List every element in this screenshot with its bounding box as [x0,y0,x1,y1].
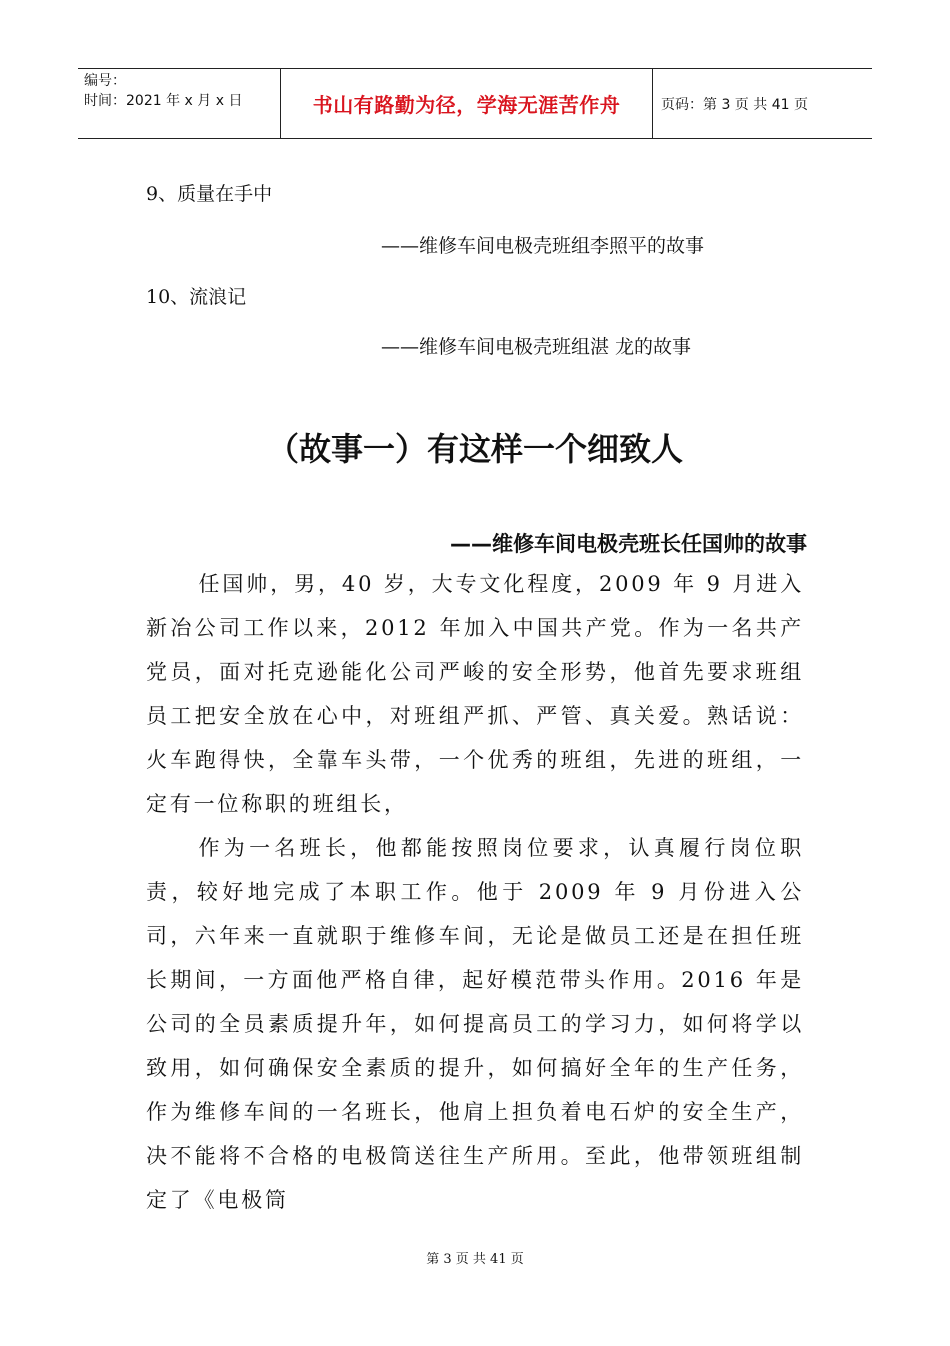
story-paragraph: 任国帅，男，40 岁，大专文化程度，2009 年 9 月进入新冶公司工作以来，2012 年加入中国共产党。作为一名共产党员，面对托克逊能化公司严峻的安全形势，他首先要求班组员工把安全放在心中，对班组严抓、严管、真关爱。熟话说：火车跑得快，全靠车头带，一个优秀的班组，先进的班组，一定有一位称职的班组长， [146,572,804,816]
story-title: （故事一）有这样一个细致人 [266,430,683,468]
toc-item-9: 9、质量在手中 [146,183,273,205]
page-footer: 第 3 页 共 41 页 [426,1252,524,1267]
toc-item-10: 10、流浪记 [146,286,247,308]
story-subtitle: ——维修车间电极壳班长任国帅的故事 [450,532,807,556]
toc-item-10-subtitle: ——维修车间电极壳班组湛 龙的故事 [381,336,692,358]
page-header [78,68,872,139]
header-motto: 书山有路勤为径，学海无涯苦作舟 [281,69,653,138]
document-date-label: 时间：2021 年 x 月 x 日 [84,93,243,109]
story-body [146,562,804,1222]
document-number-label: 编号： [84,73,126,89]
header-page-number: 页码：第 3 页 共 41 页 [661,96,808,113]
toc-item-9-subtitle: ——维修车间电极壳班组李照平的故事 [381,235,705,257]
story-paragraph: 作为一名班长，他都能按照岗位要求，认真履行岗位职责，较好地完成了本职工作。他于 2009 年 9 月份进入公司，六年来一直就职于维修车间，无论是做员工还是在担任班长期间，一方面他严格自律，起好模范带头作用。2016 年是公司的全员素质提升年，如何提高员工的学习力，如何将学以致用，如何确保安全素质的提升，如何搞好全年的生产任务，作为维修车间的一名班长，他肩上担负着电石炉的安全生产，决不能将不合格的电极筒送往生产所用。至此，他带领班组制定了《电极筒 [146,836,804,1212]
header-meta [78,69,281,138]
